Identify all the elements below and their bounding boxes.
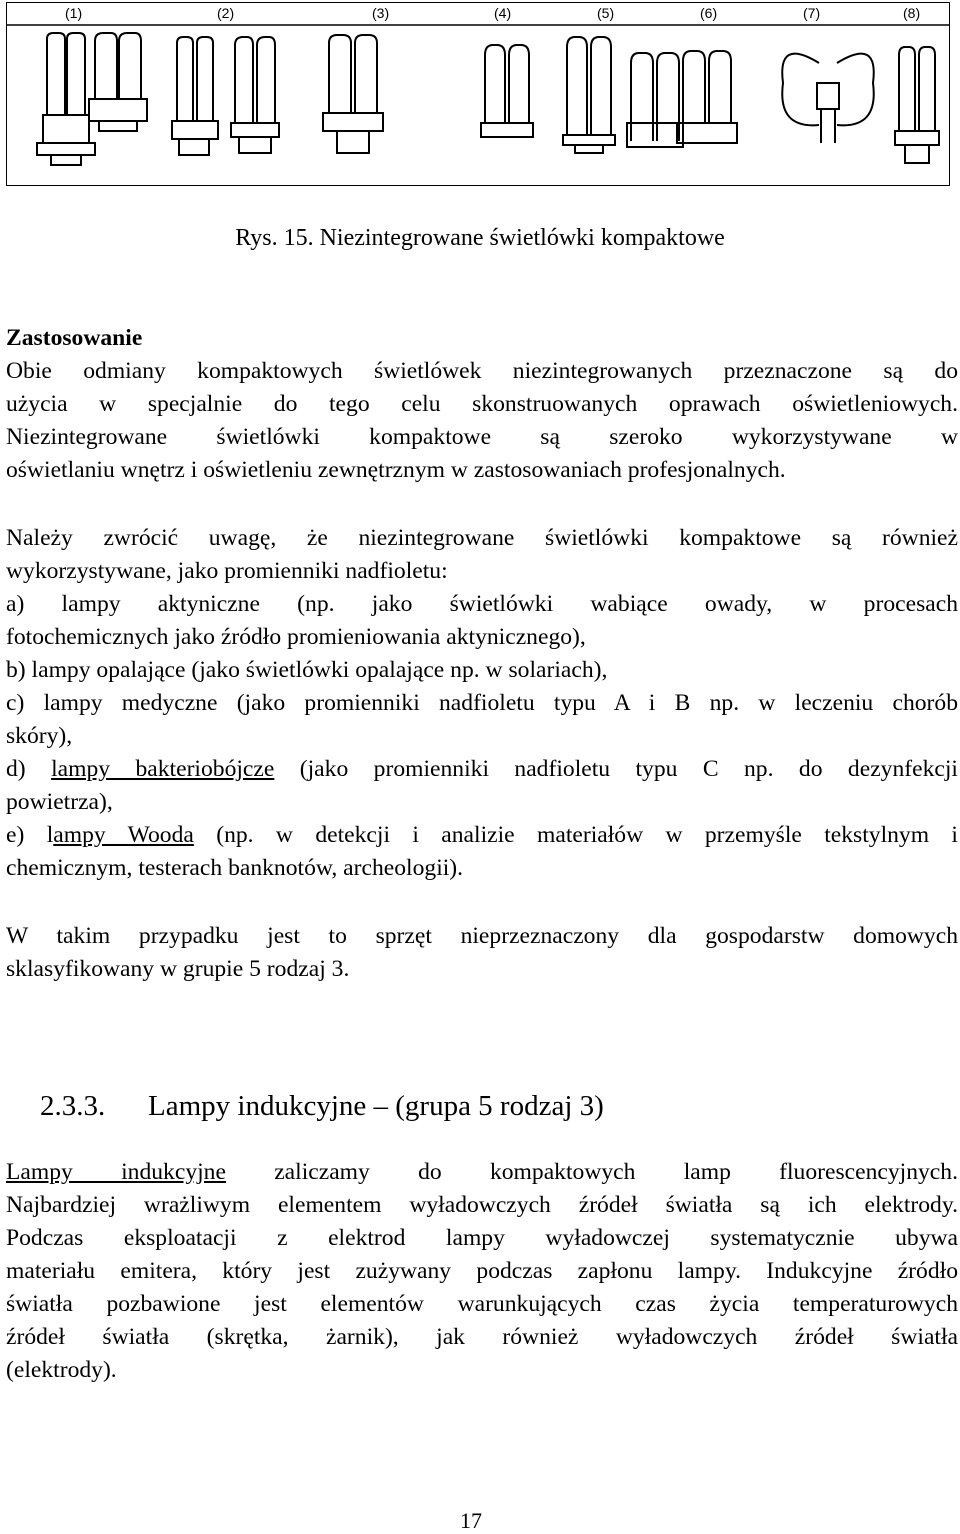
list-item-b: b) lampy opalające (jako świetlówki opalające np. w solariach), [6, 657, 608, 683]
paragraph-line: materiału emitera, który jest zużywany podczas zapłonu lampy. Indukcyjne źródło [6, 1258, 958, 1284]
paragraph-line: źródeł światła (skrętka, żarnik), jak również wyładowczych źródeł światła [6, 1324, 958, 1350]
paragraph-line: oświetlaniu wnętrz i oświetleniu zewnętrznym w zastosowaniach profesjonalnych. [6, 457, 786, 483]
paragraph-line: Niezintegrowane świetlówki kompaktowe są szeroko wykorzystywane w [6, 424, 958, 450]
lamp-10-icon [782, 54, 874, 143]
paragraph-text: zaliczamy do kompaktowych lamp fluorescencyjnych. [225, 1159, 958, 1185]
paragraph-line: W takim przypadku jest to sprzęt nieprzeznaczony dla gospodarstw domowych [6, 923, 958, 949]
figure-label-7: (7) [803, 5, 821, 21]
paragraph-line: Należy zwrócić uwagę, że niezintegrowane świetlówki kompaktowe są również [6, 525, 958, 551]
figure-label-6: (6) [700, 5, 718, 21]
link-lampy-wooda[interactable]: ampy Wooda [53, 822, 194, 848]
list-prefix: e) l [6, 822, 54, 848]
lamp-6-icon [481, 45, 533, 137]
list-item-e [6, 819, 958, 852]
list-item-a: a) lampy aktyniczne (np. jako świetlówki wabiące owady, w procesach [6, 591, 958, 617]
lamp-5-icon [323, 35, 383, 153]
lamp-7-icon [563, 37, 615, 153]
paragraph-line [6, 1156, 958, 1189]
link-lampy-bakteriobojcze[interactable]: lampy bakteriobójcze [51, 756, 275, 782]
list-item-e-cont: chemicznym, testerach banknotów, archeologii). [6, 855, 464, 881]
lamps-figure [6, 2, 950, 186]
lamp-1-icon [37, 33, 95, 165]
list-item-c: c) lampy medyczne (jako promienniki nadfioletu typu A i B np. w leczeniu chorób [6, 690, 958, 716]
section-title: Lampy indukcyjne – (grupa 5 rodzaj 3) [148, 1090, 604, 1122]
page-number: 17 [460, 1508, 482, 1533]
list-item-d [6, 753, 958, 786]
list-prefix: d) [6, 756, 52, 782]
figure-label-8: (8) [903, 5, 921, 21]
list-text: (jako promienniki nadfioletu typu C np. do dezynfekcji [274, 756, 958, 782]
lamp-11-icon [895, 47, 939, 163]
figure-label-5: (5) [597, 5, 615, 21]
lamp-4-icon [231, 37, 279, 153]
paragraph-line: sklasyfikowany w grupie 5 rodzaj 3. [6, 956, 350, 982]
list-item-a-cont: fotochemicznych jako źródło promieniowania aktynicznego), [6, 624, 586, 650]
figure-caption: Rys. 15. Niezintegrowane świetlówki kompaktowe [235, 225, 725, 251]
paragraph-line: światła pozbawione jest elementów warunkujących czas życia temperaturowych [6, 1291, 958, 1317]
link-lampy-indukcyjne[interactable]: Lampy indukcyjne [6, 1159, 226, 1185]
paragraph-line: (elektrody). [6, 1357, 117, 1383]
list-item-d-cont: powietrza), [6, 789, 113, 815]
paragraph-line: Obie odmiany kompaktowych świetlówek niezintegrowanych przeznaczone są do [6, 358, 958, 384]
list-text: (np. w detekcji i analizie materiałów w przemyśle tekstylnym i [193, 822, 958, 848]
section-zastosowanie [6, 322, 958, 487]
lamp-2-icon [89, 33, 147, 131]
figure-label-4: (4) [494, 5, 512, 21]
figure-label-3: (3) [372, 5, 390, 21]
zastosowanie-heading: Zastosowanie [6, 325, 143, 351]
section-lampy-indukcyjne [6, 1156, 958, 1387]
section-promienniki [6, 522, 958, 885]
lamp-8-icon [627, 53, 683, 147]
lamp-3-icon [172, 37, 218, 155]
paragraph-line: Podczas eksploatacji z elektrod lampy wyładowczej systematycznie ubywa [6, 1225, 958, 1251]
figure-label-1: (1) [65, 5, 83, 21]
figure-label-2: (2) [217, 5, 235, 21]
list-item-c-cont: skóry), [6, 723, 73, 749]
section-number: 2.3.3. [40, 1090, 106, 1122]
paragraph-line: użycia w specjalnie do tego celu skonstruowanych oprawach oświetleniowych. [6, 391, 958, 417]
paragraph-line: wykorzystywane, jako promienniki nadfioletu: [6, 558, 448, 584]
lamp-9-icon [677, 51, 737, 143]
paragraph-line: Najbardziej wrażliwym elementem wyładowczych źródeł światła są ich elektrody. [6, 1192, 958, 1218]
compact-fluorescent-lamps-icon [7, 3, 949, 185]
section-heading [40, 1086, 604, 1126]
section-klasyfikacja [6, 920, 958, 986]
